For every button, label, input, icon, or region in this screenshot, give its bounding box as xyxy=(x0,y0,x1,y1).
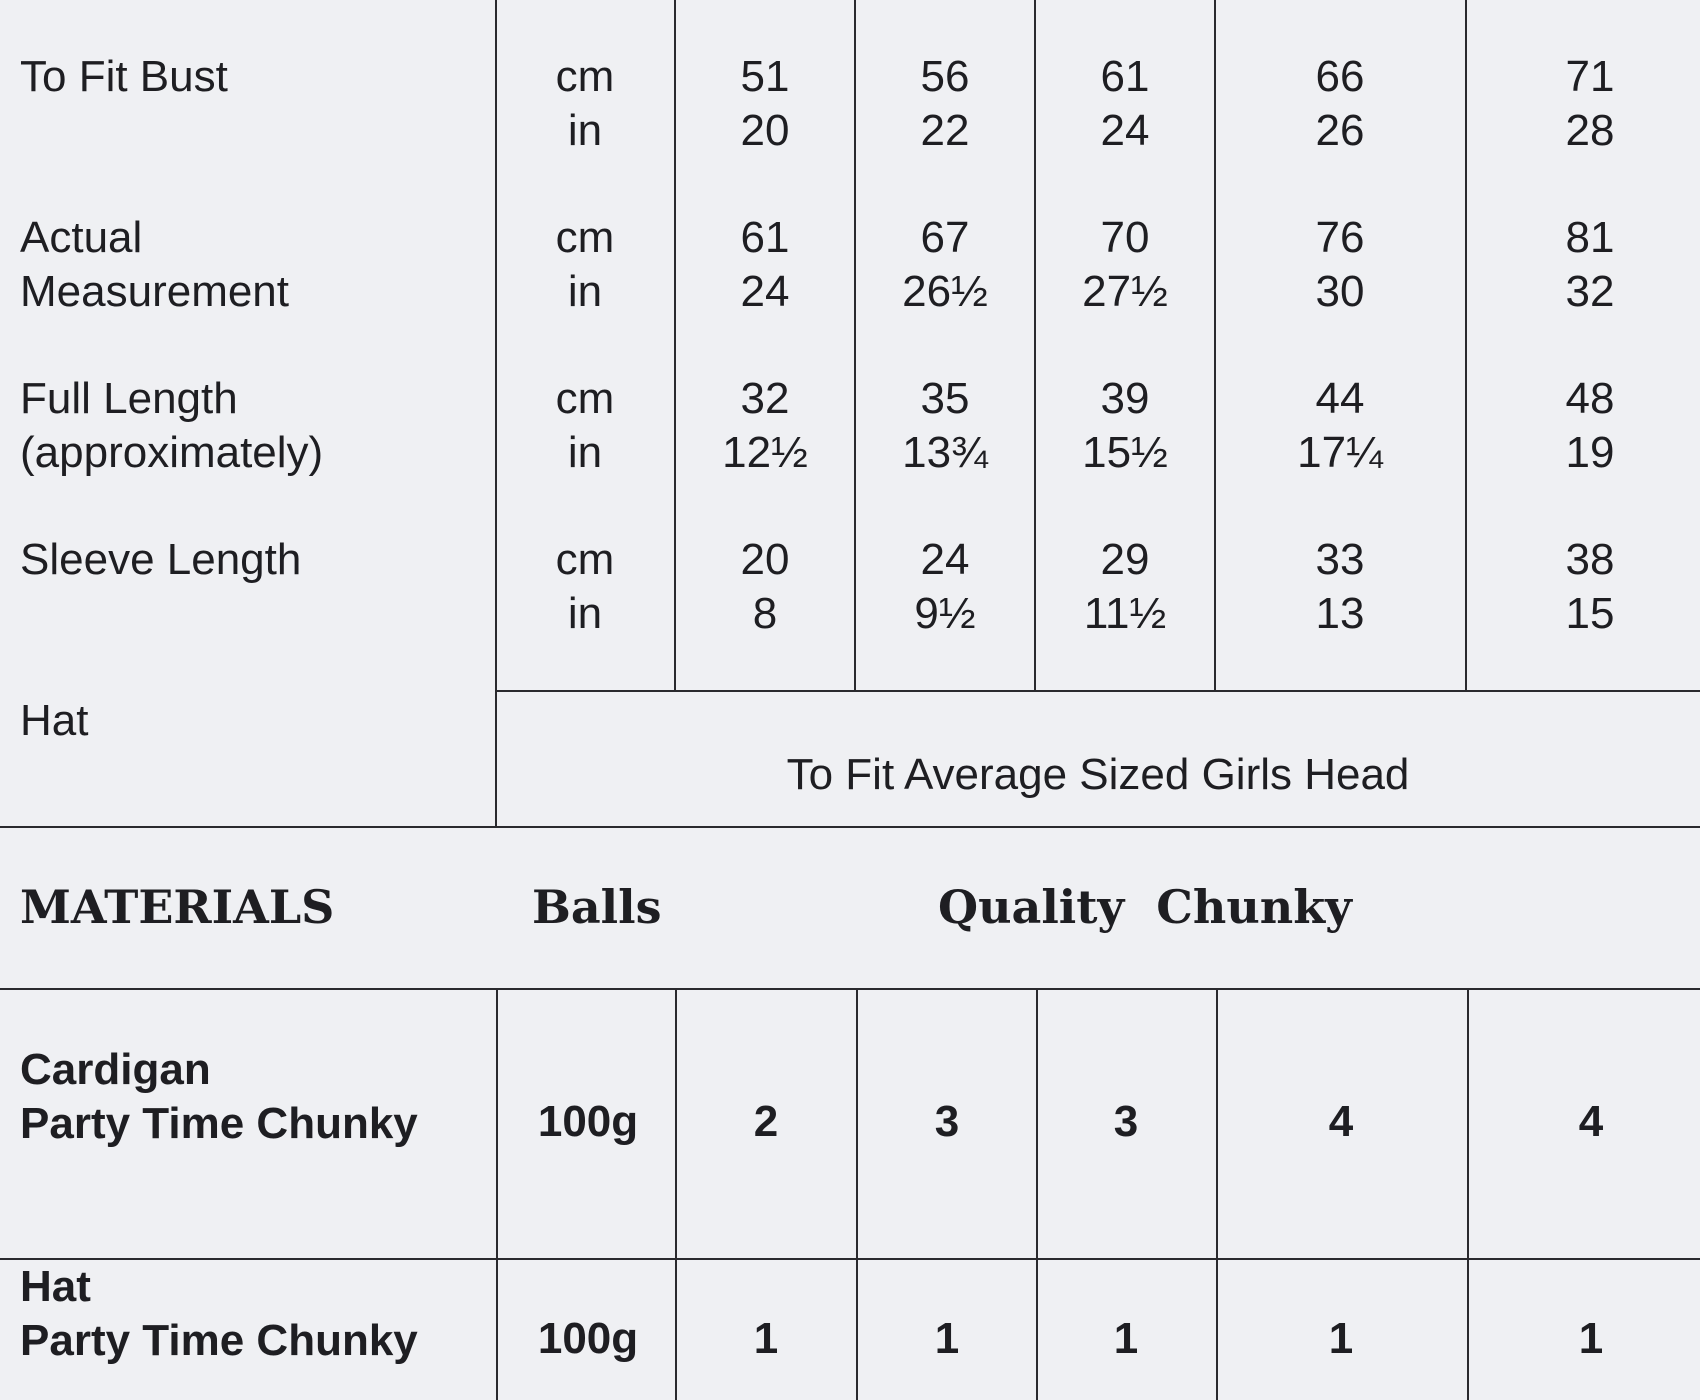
table-cell: 1 xyxy=(1328,1314,1354,1363)
unit-cm: cm xyxy=(555,374,615,423)
table-cell: 11½ xyxy=(1083,589,1167,638)
table-cell: 67 xyxy=(920,213,970,262)
grid-line xyxy=(1216,988,1218,1400)
material-weight: 100g xyxy=(537,1314,639,1363)
table-cell: 20 xyxy=(740,106,790,155)
unit-cm: cm xyxy=(555,52,615,101)
table-cell: 12½ xyxy=(722,428,808,477)
table-cell: 3 xyxy=(1113,1097,1139,1146)
table-cell: 22 xyxy=(920,106,970,155)
grid-line xyxy=(1036,988,1038,1400)
table-cell: 70 xyxy=(1100,213,1150,262)
table-cell: 61 xyxy=(1100,52,1150,101)
row-label-to-fit-bust: To Fit Bust xyxy=(20,52,228,101)
balls-heading: Balls xyxy=(532,880,662,934)
table-cell: 19 xyxy=(1565,428,1615,477)
unit-in: in xyxy=(567,589,603,638)
table-cell: 30 xyxy=(1315,267,1365,316)
table-cell: 4 xyxy=(1328,1097,1354,1146)
row-label-actual-measurement-line2: Measurement xyxy=(20,267,290,316)
table-cell: 1 xyxy=(1113,1314,1139,1363)
row-label-full-length-line2: (approximately) xyxy=(20,428,324,477)
table-cell: 24 xyxy=(1100,106,1150,155)
table-cell: 38 xyxy=(1565,535,1615,584)
material-label-cardigan: Cardigan xyxy=(20,1045,211,1094)
table-cell: 71 xyxy=(1565,52,1615,101)
table-cell: 15½ xyxy=(1082,428,1168,477)
grid-line xyxy=(495,690,1700,692)
unit-in: in xyxy=(567,106,603,155)
materials-heading: MATERIALS xyxy=(20,880,335,934)
unit-cm: cm xyxy=(555,213,615,262)
table-cell: 39 xyxy=(1100,374,1150,423)
table-cell: 61 xyxy=(740,213,790,262)
table-cell: 32 xyxy=(740,374,790,423)
grid-line xyxy=(1214,0,1216,692)
table-cell: 1 xyxy=(753,1314,779,1363)
table-cell: 3 xyxy=(934,1097,960,1146)
table-cell: 1 xyxy=(934,1314,960,1363)
table-cell: 15 xyxy=(1565,589,1615,638)
grid-line xyxy=(495,0,497,828)
hat-size-note: To Fit Average Sized Girls Head xyxy=(786,750,1410,799)
table-cell: 51 xyxy=(740,52,790,101)
table-cell: 20 xyxy=(740,535,790,584)
grid-line xyxy=(0,988,1700,990)
table-cell: 44 xyxy=(1315,374,1365,423)
unit-in: in xyxy=(567,428,603,477)
table-cell: 24 xyxy=(740,267,790,316)
table-cell: 28 xyxy=(1565,106,1615,155)
table-cell: 27½ xyxy=(1082,267,1168,316)
grid-line xyxy=(1467,988,1469,1400)
table-cell: 76 xyxy=(1315,213,1365,262)
row-label-hat: Hat xyxy=(20,696,89,745)
table-cell: 33 xyxy=(1315,535,1365,584)
grid-line xyxy=(854,0,856,692)
grid-line xyxy=(674,0,676,692)
table-cell: 26½ xyxy=(902,267,988,316)
grid-line xyxy=(0,826,1700,828)
grid-line xyxy=(1034,0,1036,692)
table-cell: 48 xyxy=(1565,374,1615,423)
table-cell: 66 xyxy=(1315,52,1365,101)
unit-cm: cm xyxy=(555,535,615,584)
material-label-cardigan-yarn: Party Time Chunky xyxy=(20,1099,418,1148)
row-label-full-length: Full Length xyxy=(20,374,238,423)
material-label-hat: Hat xyxy=(20,1262,91,1311)
row-label-sleeve-length: Sleeve Length xyxy=(20,535,302,584)
table-cell: 8 xyxy=(752,589,778,638)
grid-line xyxy=(1465,0,1467,692)
unit-in: in xyxy=(567,267,603,316)
table-cell: 56 xyxy=(920,52,970,101)
table-cell: 13 xyxy=(1315,589,1365,638)
grid-line xyxy=(0,1258,1700,1260)
table-cell: 35 xyxy=(920,374,970,423)
table-cell: 17¼ xyxy=(1297,428,1383,477)
table-cell: 4 xyxy=(1578,1097,1604,1146)
table-cell: 24 xyxy=(920,535,970,584)
table-cell: 1 xyxy=(1578,1314,1604,1363)
table-cell: 29 xyxy=(1100,535,1150,584)
table-cell: 9½ xyxy=(914,589,976,638)
grid-line xyxy=(856,988,858,1400)
material-weight: 100g xyxy=(537,1097,639,1146)
table-cell: 13¾ xyxy=(902,428,988,477)
quality-heading: Quality Chunky xyxy=(938,880,1352,934)
table-cell: 2 xyxy=(753,1097,779,1146)
material-label-hat-yarn: Party Time Chunky xyxy=(20,1316,418,1365)
table-cell: 26 xyxy=(1315,106,1365,155)
row-label-actual-measurement: Actual xyxy=(20,213,143,262)
table-cell: 32 xyxy=(1565,267,1615,316)
table-cell: 81 xyxy=(1565,213,1615,262)
